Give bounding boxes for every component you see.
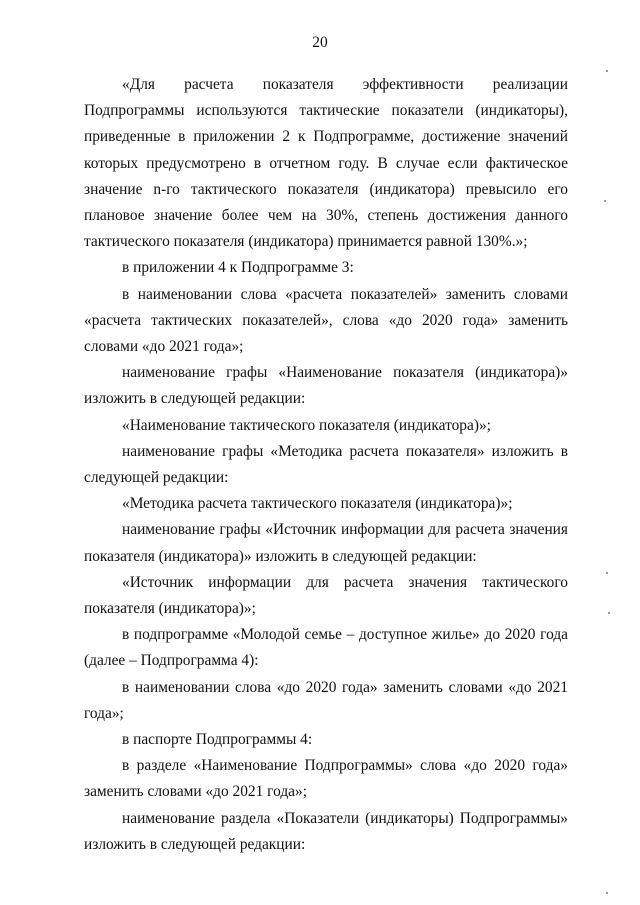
paragraph-4: наименование графы «Наименование показателя (индикатора)» изложить в следующей редакции: [84,364,568,408]
page-number: 20 [312,34,328,51]
scan-speck [606,572,608,574]
scan-speck [606,892,608,894]
paragraph-12: в паспорте Подпрограммы 4: [122,731,313,749]
paragraph-3: в наименовании слова «расчета показателей» заменить словами «расчета тактических показателей», слова «до 2020 года» заменить словами «до 2021 года»; [84,285,568,356]
paragraph-6: наименование графы «Методика расчета показателя» изложить в следующей редакции: [84,442,568,487]
paragraph-5: «Наименование тактического показателя (индикатора)»; [122,416,491,434]
paragraph-1: «Для расчета показателя эффективности реализации Подпрограммы используются тактические показатели (индикаторы), приведенные в приложении 2 к Подпрограмме, достижение значений которых предусмотрено в отчетном году. В случае если фактическое значение n-го тактического показателя (индикатора) превысило его плановое значение более чем на 30%, степень достижения данного тактического показателя (индикатора) принимается равной 130%.»; [84,76,568,251]
paragraph-8: наименование графы «Источник информации для расчета значения показателя (индикатора)» изложить в следующей редакции: [84,521,568,565]
paragraph-11: в наименовании слова «до 2020 года» заменить словами «до 2021 года»; [84,678,568,722]
paragraph-14: наименование раздела «Показатели (индикаторы) Подпрограммы» изложить в следующей редакции: [84,809,568,853]
paragraph-9: «Источник информации для расчета значения тактического показателя (индикатора)»; [84,573,568,618]
scan-speck [608,612,610,614]
document-body [84,72,568,858]
paragraph-7: «Методика расчета тактического показателя (индикатора)»; [122,495,513,513]
paragraph-13: в разделе «Наименование Подпрограммы» слова «до 2020 года» заменить словами «до 2021 года»; [84,757,568,801]
scan-speck [604,200,606,202]
scan-speck [606,70,608,72]
paragraph-2: в приложении 4 к Подпрограмме 3: [122,259,354,277]
paragraph-10: в подпрограмме «Молодой семье – доступное жилье» до 2020 года (далее – Подпрограмма 4): [84,626,568,670]
